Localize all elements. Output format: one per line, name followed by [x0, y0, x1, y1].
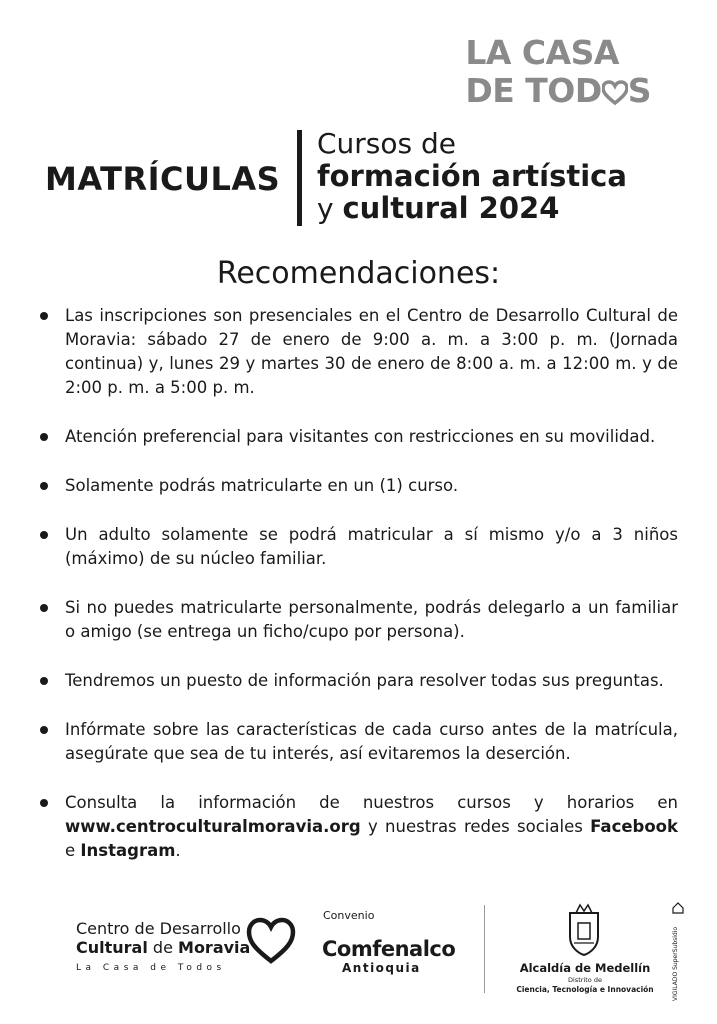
contact-conj: e [65, 841, 76, 860]
bullet-icon [40, 433, 48, 441]
bullet-icon [40, 482, 48, 490]
brand-line2-text: DE TOD [465, 71, 602, 110]
cdc-line2-a: Cultural [76, 938, 148, 957]
facebook-link[interactable]: Facebook [590, 817, 678, 836]
courses-line3 [317, 192, 627, 225]
brand-line2-end: S [627, 71, 651, 110]
contact-prefix: Consulta la información de nuestros cursos y horarios en [65, 793, 678, 812]
list-item-text: Infórmate sobre las características de cada curso antes de la matrícula, asegúrate que sea de tu interés, así evitaremos la deserción. [65, 720, 678, 763]
website-link[interactable]: www.centroculturalmoravia.org [65, 817, 361, 836]
list-item [38, 596, 678, 644]
heart-icon [602, 76, 628, 114]
courses-line3-bold: cultural 2024 [342, 191, 560, 225]
cdc-line2-c: Moravia [178, 938, 251, 957]
courses-title [317, 128, 627, 225]
list-item-text: Las inscripciones son presenciales en el Centro de Desarrollo Cultural de Moravia: sábado 27 de enero de 9:00 a. m. a 3:00 p. m. (Jornada continua) y, lunes 29 y martes 30 de enero de 8:00 a. m. a 12:00 m. y de 2:00 p. m. a 5:00 p. m. [65, 306, 678, 397]
matriculas-title: MATRÍCULAS [45, 160, 281, 198]
list-item [38, 304, 678, 400]
list-item-text: Si no puedes matricularte personalmente, podrás delegarlo a un familiar o amigo (se entrega un ficho/cupo por persona). [65, 598, 678, 641]
cdc-line1: Centro de Desarrollo [76, 919, 241, 938]
heart-icon [246, 917, 296, 970]
page-header [45, 127, 685, 226]
bullet-icon [40, 531, 48, 539]
contact-end: . [175, 841, 181, 860]
list-item-text: Atención preferencial para visitantes con restricciones en su movilidad. [65, 427, 656, 446]
recommendations-list [38, 304, 678, 888]
comfenalco-logo: Comfenalco [322, 937, 456, 961]
courses-line2: formación artística [317, 159, 627, 193]
list-item [38, 669, 678, 693]
ciencia-label: Ciencia, Tecnología e Innovación [516, 985, 654, 994]
courses-line1: Cursos de [317, 127, 457, 160]
bullet-icon [40, 799, 48, 807]
list-item-text: Un adulto solamente se podrá matricular a sí mismo y/o a 3 niños (máximo) de su núcleo familiar. [65, 525, 678, 568]
instagram-link[interactable]: Instagram [80, 841, 176, 860]
distrito-label: Distrito de [568, 976, 602, 984]
cdc-line2 [76, 938, 250, 957]
footer-logos [0, 895, 717, 1005]
shield-icon [564, 903, 604, 962]
convenio-label: Convenio [323, 909, 375, 922]
brand-line2 [465, 72, 651, 114]
cdc-line2-b: de [152, 938, 173, 957]
comfenalco-sub: Antioquia [342, 961, 421, 975]
brand-logo [465, 34, 651, 114]
recommendations-title: Recomendaciones: [216, 256, 501, 291]
footer-divider [484, 905, 485, 993]
alcaldia-logo [510, 961, 660, 994]
bullet-icon [40, 726, 48, 734]
house-icon [672, 902, 684, 914]
list-item [38, 425, 678, 449]
header-divider [297, 130, 302, 226]
cdc-logo [76, 919, 250, 978]
list-item [38, 718, 678, 766]
cdc-line3: La Casa de Todos [76, 963, 226, 973]
list-item [38, 523, 678, 571]
list-item-text: Tendremos un puesto de información para resolver todas sus preguntas. [65, 671, 664, 690]
list-item [38, 474, 678, 498]
contact-middle: y nuestras redes sociales [367, 817, 583, 836]
bullet-icon [40, 677, 48, 685]
bullet-icon [40, 604, 48, 612]
list-item-contact [38, 791, 678, 863]
bullet-icon [40, 312, 48, 320]
alcaldia-name: Alcaldía de Medellín [519, 961, 651, 975]
courses-line3-prefix: y [317, 192, 334, 225]
list-item-text: Solamente podrás matricularte en un (1) curso. [65, 476, 459, 495]
brand-line1: LA CASA [465, 33, 619, 72]
vigilado-mark [672, 901, 684, 1001]
vigilado-text: VIGILADO SuperSubsidio [672, 926, 679, 1001]
